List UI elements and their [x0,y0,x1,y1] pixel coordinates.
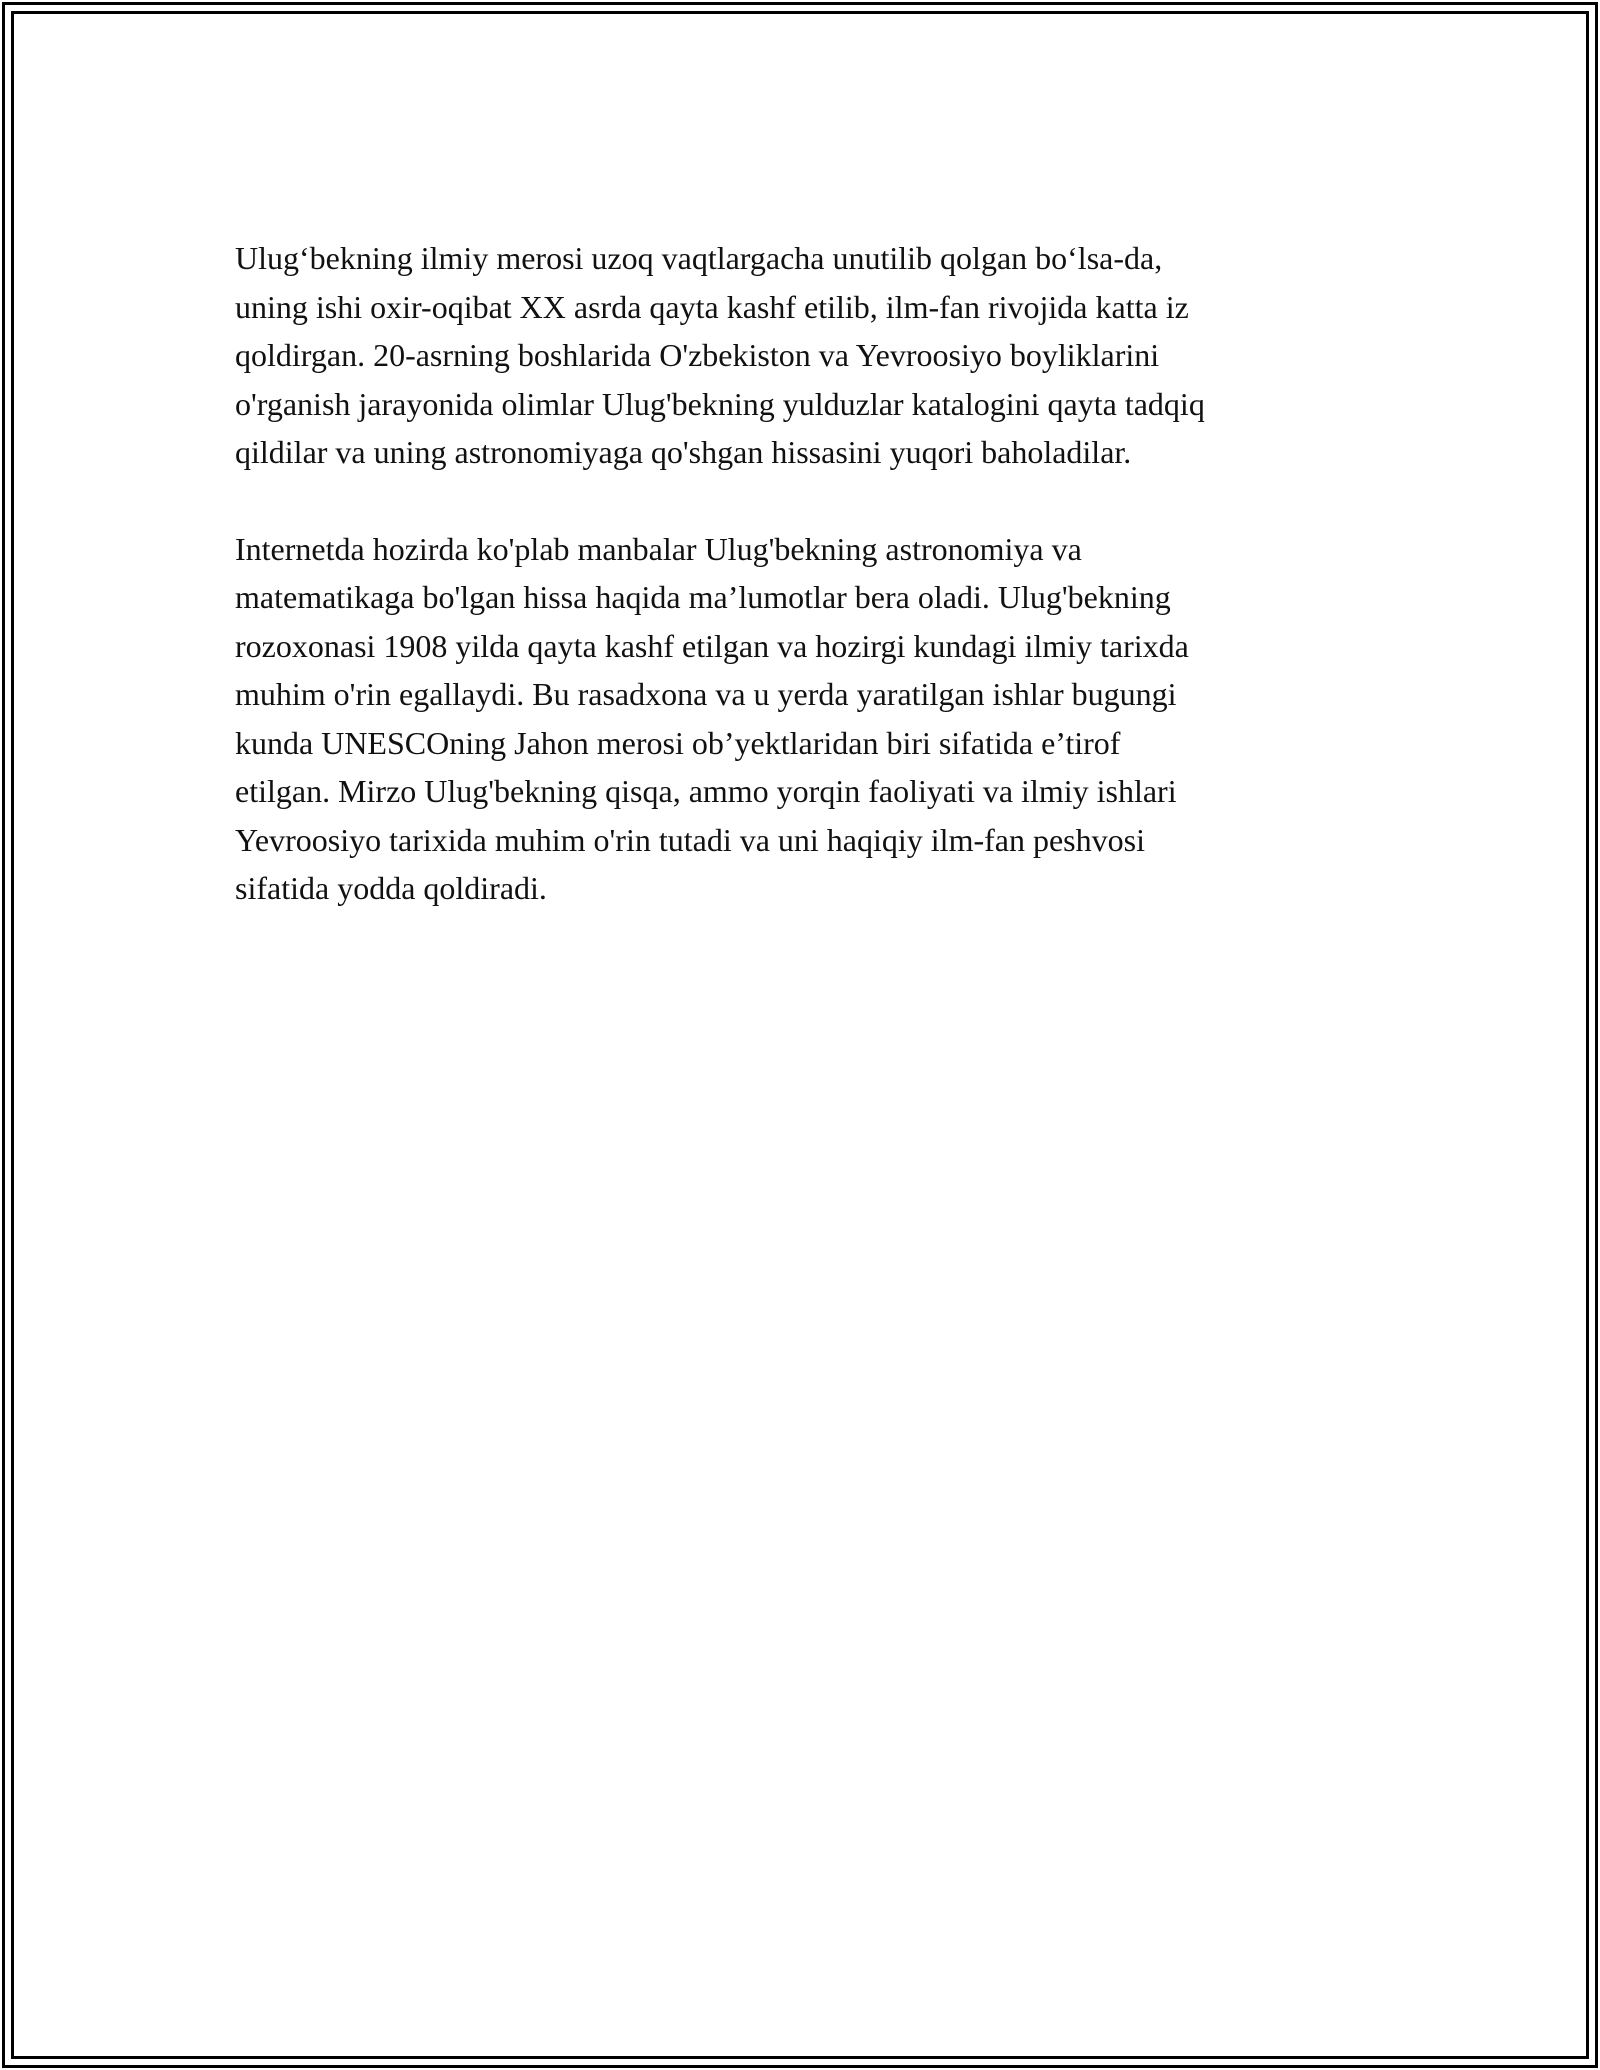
paragraph-2: Internetda hozirda ko'plab manbalar Ulug'bekning astronomiya va matematikaga bo'lgan hissa haqida ma’lumotlar bera oladi. Ulug'bekning rozoxonasi 1908 yilda qayta kashf etilgan va hozirgi kundagi ilmiy tarixda muhim o'rin egallaydi. Bu rasadxona va u yerda yaratilgan ishlar bugungi kunda UNESCOning Jahon merosi ob’yektlaridan biri sifatida e’tirof etilgan. Mirzo Ulug'bekning qisqa, ammo yorqin faoliyati va ilmiy ishlari Yevroosiyo tarixida muhim o'rin tutadi va uni haqiqiy ilm-fan peshvosi sifatida yodda qoldiradi. [235,530,1189,906]
document-body [235,234,1365,913]
paragraph-1: Ulug‘bekning ilmiy merosi uzoq vaqtlargacha unutilib qolgan bo‘lsa-da, uning ishi oxir-oqibat XX asrda qayta kashf etilib, ilm-fan rivojida katta iz qoldirgan. 20-asrning boshlarida O'zbekiston va Yevroosiyo boyliklarini o'rganish jarayonida olimlar Ulug'bekning yulduzlar katalogini qayta tadqiq qildilar va uning astronomiyaga qo'shgan hissasini yuqori baholadilar. [235,240,1205,470]
